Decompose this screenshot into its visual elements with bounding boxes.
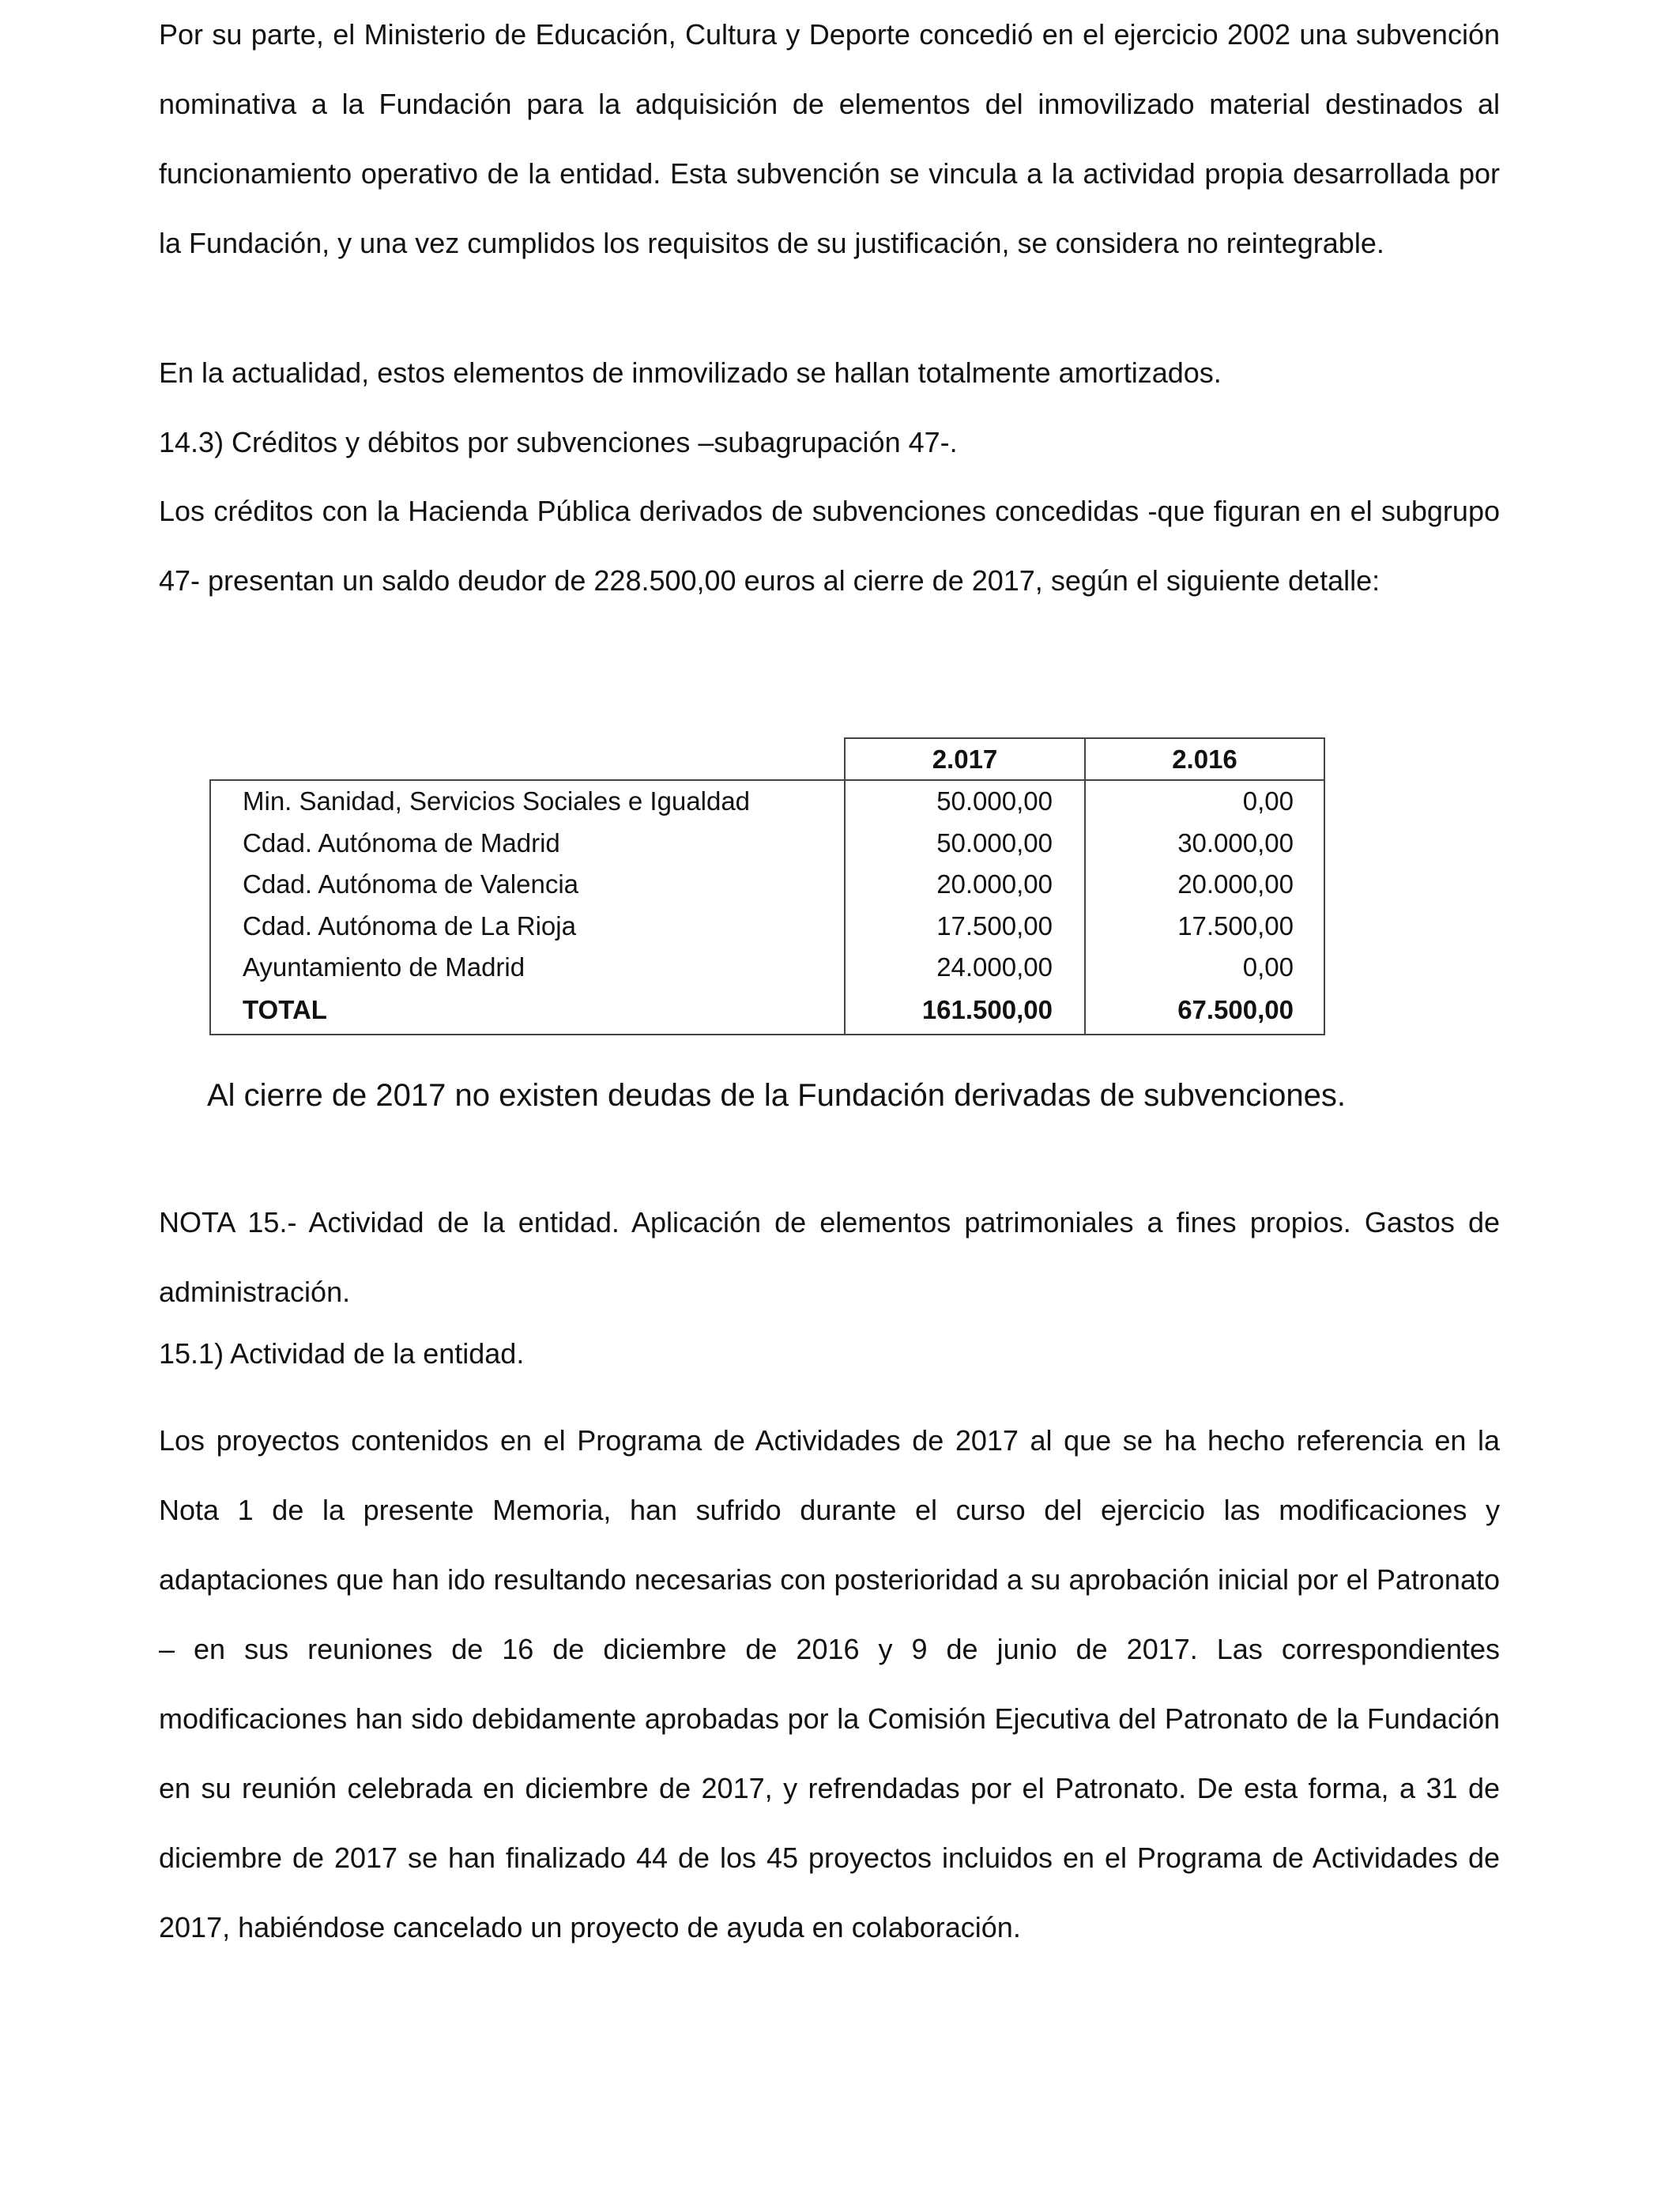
table-cell-2016: 0,00 [1242,952,1294,982]
table-row-label: Ayuntamiento de Madrid [243,952,525,982]
table-border [209,1034,1325,1035]
paragraph-creditos-hacienda: Los créditos con la Hacienda Pública derivados de subvenciones concedidas -que figuran en el subgrupo 47- presentan un saldo deudor de 228.500,00 euros al cierre de 2017, según el siguiente detalle: [159,495,1500,597]
table-cell-2016: 30.000,00 [1177,828,1294,858]
table-cell-2017: 50.000,00 [936,828,1053,858]
section-heading-14-3: 14.3) Créditos y débitos por subvenciones –subagrupación 47-. [159,426,958,458]
table-row-label: Cdad. Autónoma de Madrid [243,828,560,858]
paragraph-proyectos: Los proyectos contenidos en el Programa de Actividades de 2017 al que se ha hecho referencia en la Nota 1 de la presente Memoria, han sufrido durante el curso del ejercicio las modificaciones y adaptaciones que han ido resultando necesarias con posterioridad a su aprobación inicial por el Patronato – en sus reuniones de 16 de diciembre de 2016 y 9 de junio de 2017. Las correspondientes modificaciones han sido debidamente aprobadas por la Comisión Ejecutiva del Patronato de la Fundación en su reunión celebrada en diciembre de 2017, y refrendadas por el Patronato. De esta forma, a 31 de diciembre de 2017 se han finalizado 44 de los 45 proyectos incluidos en el Programa de Actividades de 2017, habiéndose cancelado un proyecto de ayuda en colaboración. [159,1424,1500,1943]
table-cell-2016: 0,00 [1242,786,1294,816]
table-cell-2017: 20.000,00 [936,869,1053,899]
table-cell-2016: 20.000,00 [1177,869,1294,899]
column-header-2016: 2.016 [1172,745,1237,774]
paragraph-subvencion-ministerio: Por su parte, el Ministerio de Educación, Cultura y Deporte concedió en el ejercicio 2002 una subvención nominativa a la Fundación para la adquisición de elementos del inmovilizado material destinados al funcionamiento operativo de la entidad. Esta subvención se vincula a la actividad propia desarrollada por la Fundación, y una vez cumplidos los requisitos de su justificación, se considera no reintegrable. [159,18,1500,259]
subsidies-table [209,737,1325,1035]
section-heading-15-1: 15.1) Actividad de la entidad. [159,1337,525,1370]
table-row-label: Cdad. Autónoma de Valencia [243,869,579,899]
section-heading-nota-15: NOTA 15.- Actividad de la entidad. Aplicación de elementos patrimoniales a fines propios. Gastos de administración. [159,1206,1500,1308]
table-cell-2016: 17.500,00 [1177,911,1294,941]
paragraph-amortizados: En la actualidad, estos elementos de inmovilizado se hallan totalmente amortizados. [159,356,1222,389]
column-header-2017: 2.017 [932,745,998,774]
table-border [1324,737,1325,1035]
table-cell-2017: 17.500,00 [936,911,1053,941]
table-total-label: TOTAL [243,995,327,1024]
table-row-label: Cdad. Autónoma de La Rioja [243,911,576,941]
table-row-label: Min. Sanidad, Servicios Sociales e Igualdad [243,786,751,816]
table-cell-2017: 50.000,00 [936,786,1053,816]
table-border [1084,737,1086,1035]
table-border [209,779,211,1035]
table-total-2016: 67.500,00 [1177,995,1294,1024]
table-cell-2017: 24.000,00 [936,952,1053,982]
table-total-2017: 161.500,00 [921,995,1053,1024]
paragraph-sin-deudas: Al cierre de 2017 no existen deudas de la Fundación derivadas de subvenciones. [207,1078,1346,1113]
